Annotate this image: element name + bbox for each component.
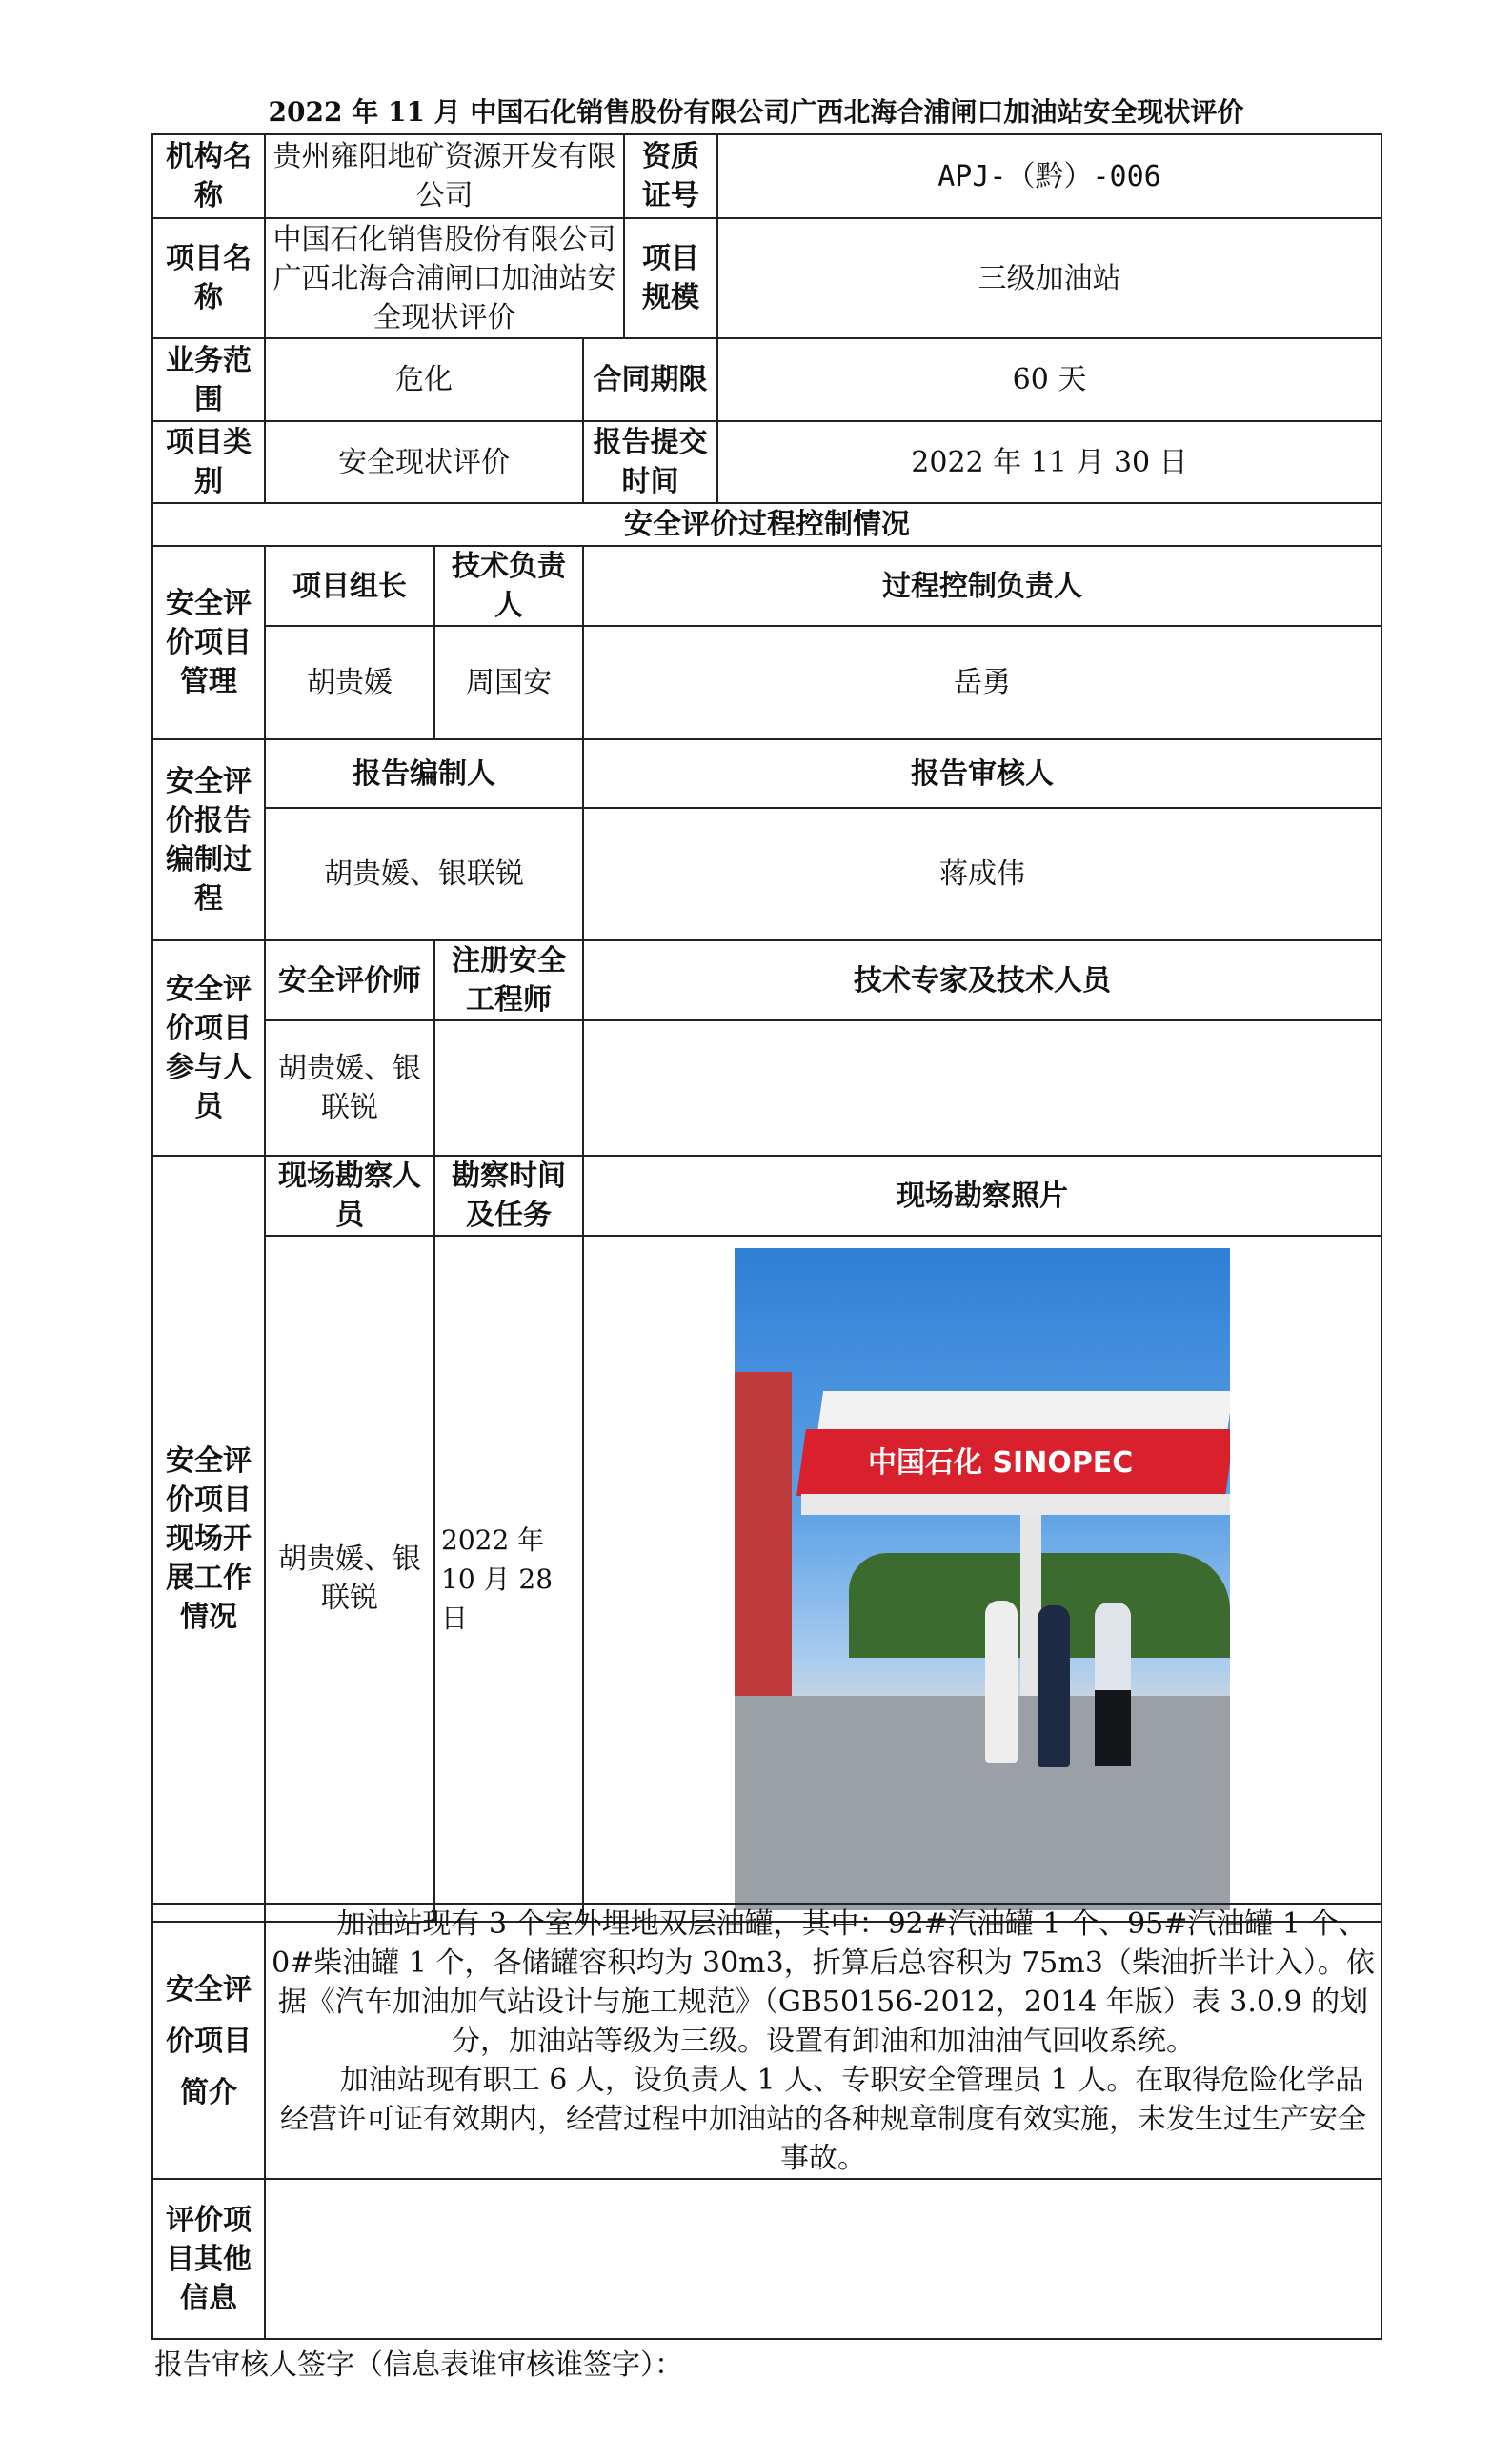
photo-person xyxy=(1095,1603,1131,1766)
authors-value: 胡贵媛、银联锐 xyxy=(265,808,583,940)
report-label: 安全评价报告编制过程 xyxy=(152,739,265,940)
project-label: 项目名称 xyxy=(152,218,265,338)
site-photo-cell xyxy=(583,1236,1381,1922)
table-row xyxy=(152,1236,1381,1922)
table-row xyxy=(152,1904,1381,2179)
site-label: 安全评价项目现场开展工作情况 xyxy=(152,1156,265,1922)
table-row xyxy=(152,546,1381,626)
summary-table xyxy=(151,1903,1382,2340)
photo-sinopec-sign: 中国石化 SINOPEC xyxy=(868,1445,1134,1480)
table-row xyxy=(152,1156,1381,1236)
period-value: 60 天 xyxy=(717,338,1381,421)
engineer-label: 注册安全工程师 xyxy=(434,940,583,1020)
submit-label: 报告提交时间 xyxy=(583,421,717,503)
photo-canopy-top xyxy=(817,1391,1230,1433)
photo-person xyxy=(985,1601,1018,1763)
table-row xyxy=(152,338,1381,421)
engineers-value xyxy=(434,1020,583,1156)
table-row xyxy=(152,1020,1381,1156)
experts-value xyxy=(583,1020,1381,1156)
scale-value: 三级加油站 xyxy=(717,218,1381,338)
table-row xyxy=(152,808,1381,940)
table-row xyxy=(152,218,1381,338)
signature-line: 报告审核人签字（信息表谁审核谁签字）： xyxy=(154,2349,683,2382)
summary-paragraph: 加油站现有 3 个室外埋地双层油罐，其中：92#汽油罐 1 个、95#汽油罐 1 个、0#柴油罐 1 个，各储罐容积均为 30m3，折算后总容积为 75m3（柴油折半计入）。依据《汽车加油加气站设计与施工规范》（GB50156-2012，2014 年版）表 3.0.9 的划分，加油站等级为三级。设置有卸油和加油油气回收系统。 xyxy=(272,1907,1375,2058)
participants-label: 安全评价项目参与人员 xyxy=(152,940,265,1156)
photo-canopy-underside xyxy=(801,1494,1230,1515)
business-value: 危化 xyxy=(265,338,583,421)
table-row xyxy=(152,2179,1381,2339)
tech-value: 周国安 xyxy=(434,626,583,739)
leader-label: 项目组长 xyxy=(265,546,434,626)
control-label: 过程控制负责人 xyxy=(583,546,1381,626)
evaluators-value: 胡贵媛、银联锐 xyxy=(265,1020,434,1156)
leader-value: 胡贵媛 xyxy=(265,626,434,739)
author-label: 报告编制人 xyxy=(265,739,583,808)
inspectors-value: 胡贵媛、银联锐 xyxy=(265,1236,434,1922)
summary-paragraph: 加油站现有职工 6 人，设负责人 1 人、专职安全管理员 1 人。在取得危险化学品经营许可证有效期内，经营过程中加油站的各种规章制度有效实施，未发生过生产安全事故。 xyxy=(280,2064,1366,2175)
summary-text xyxy=(265,1904,1381,2179)
inspection-time-value: 2022 年 10 月 28 日 xyxy=(434,1236,583,1922)
period-label: 合同期限 xyxy=(583,338,717,421)
table-row xyxy=(152,503,1381,546)
table-row xyxy=(152,626,1381,739)
table-row xyxy=(152,739,1381,808)
reviewer-value: 蒋成伟 xyxy=(583,808,1381,940)
org-value: 贵州雍阳地矿资源开发有限公司 xyxy=(265,134,624,218)
inspector-label: 现场勘察人员 xyxy=(265,1156,434,1236)
table-row xyxy=(152,134,1381,218)
control-value: 岳勇 xyxy=(583,626,1381,739)
site-survey-photo xyxy=(735,1248,1230,1910)
other-value xyxy=(265,2179,1381,2339)
business-label: 业务范围 xyxy=(152,338,265,421)
summary-label: 安全评价项目简介 xyxy=(152,1904,265,2179)
experts-label: 技术专家及技术人员 xyxy=(583,940,1381,1020)
scale-label: 项目规模 xyxy=(624,218,717,338)
submit-value: 2022 年 11 月 30 日 xyxy=(717,421,1381,503)
reviewer-label: 报告审核人 xyxy=(583,739,1381,808)
table-row xyxy=(152,421,1381,503)
tech-label: 技术负责人 xyxy=(434,546,583,626)
process-header: 安全评价过程控制情况 xyxy=(152,503,1381,546)
photo-label: 现场勘察照片 xyxy=(583,1156,1381,1236)
cert-value: APJ-（黔）-006 xyxy=(717,134,1381,218)
photo-person xyxy=(1038,1605,1070,1767)
table-row xyxy=(152,940,1381,1020)
management-label: 安全评价项目管理 xyxy=(152,546,265,739)
category-value: 安全现状评价 xyxy=(265,421,583,503)
other-label: 评价项目其他信息 xyxy=(152,2179,265,2339)
photo-ground xyxy=(735,1696,1230,1910)
category-label: 项目类别 xyxy=(152,421,265,503)
page-title: 2022 年 11 月 中国石化销售股份有限公司广西北海合浦闸口加油站安全现状评价 xyxy=(268,96,1244,128)
photo-person-legs xyxy=(1095,1690,1131,1766)
org-label: 机构名称 xyxy=(152,134,265,218)
time-label: 勘察时间及任务 xyxy=(434,1156,583,1236)
project-value: 中国石化销售股份有限公司广西北海合浦闸口加油站安全现状评价 xyxy=(265,218,624,338)
evaluator-label: 安全评价师 xyxy=(265,940,434,1020)
cert-label: 资质证号 xyxy=(624,134,717,218)
info-table xyxy=(151,133,1382,1923)
